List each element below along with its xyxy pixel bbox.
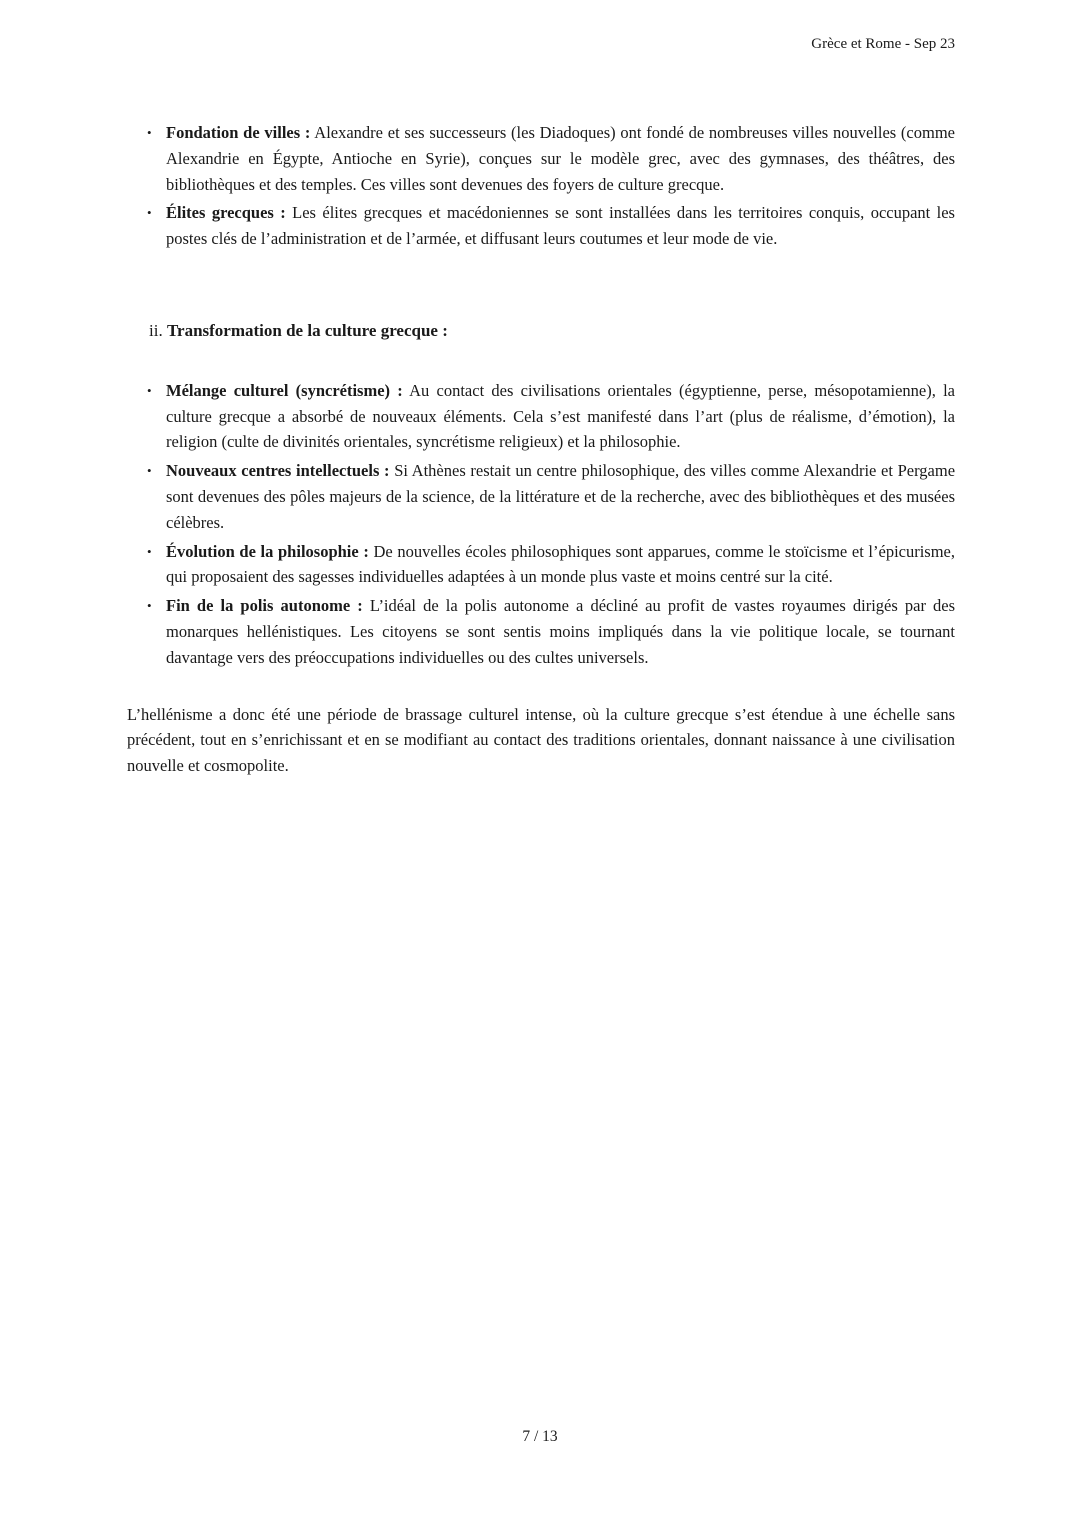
- list-item: [147, 200, 955, 252]
- page-content: [127, 120, 955, 795]
- bullet-list-culture-transformation: [127, 378, 955, 671]
- bullet-list-hellenism-spread: [127, 120, 955, 252]
- term-label: Évolution de la philosophie :: [166, 541, 369, 561]
- page-footer: [0, 1428, 1080, 1446]
- item-text: Au contact des civilisations orientales (égyptienne, perse, mésopotamienne), la culture grecque a absorbé de nouveaux éléments. Cela s’est manifesté dans l’art (plus de réalisme, d’émotion), la religion (culte de divinités orientales, syncrétisme religieux) et la philosophie.: [166, 380, 955, 452]
- item-text: Si Athènes restait un centre philosophique, des villes comme Alexandrie et Pergame sont devenues des pôles majeurs de la science, de la littérature et de la recherche, avec des bibliothèques et des musées célèbres.: [166, 461, 956, 532]
- list-item: [147, 539, 956, 591]
- list-item: [147, 378, 955, 455]
- list-item: [147, 458, 956, 535]
- item-text: De nouvelles écoles philosophiques sont apparues, comme le stoïcisme et l’épicurisme, qui proposaient des sagesses individuelles adaptées à un monde plus vaste et moins centré sur la cité.: [166, 541, 956, 587]
- term-label: Fondation de villes :: [166, 123, 311, 142]
- bullet-icon: •: [147, 125, 152, 140]
- bullet-icon: •: [147, 205, 152, 221]
- heading-numeral: ii.: [149, 320, 163, 340]
- section-heading: [127, 318, 955, 344]
- item-text: Alexandre et ses successeurs (les Diadoques) ont fondé de nombreuses villes nouvelles (comme Alexandrie en Égypte, Antioche en Syrie), conçues sur le modèle grec, avec des gymnases, des théâtres, des bibliothèques et des temples. Ces villes sont devenues des foyers de culture grecque.: [166, 123, 955, 194]
- term-label: Nouveaux centres intellectuels :: [166, 461, 390, 481]
- term-label: Fin de la polis autonome :: [166, 596, 363, 616]
- bullet-icon: •: [147, 543, 152, 559]
- page-header: [127, 36, 955, 53]
- bullet-icon: •: [147, 598, 152, 614]
- list-item: [147, 593, 956, 670]
- item-text: Les élites grecques et macédoniennes se sont installées dans les territoires conquis, occupant les postes clés de l’administration et de l’armée, et diffusant leurs coutumes et leur mode de vie.: [166, 203, 955, 249]
- page-number: 7 / 13: [522, 1428, 558, 1445]
- list-item: [147, 120, 955, 197]
- closing-paragraph: L’hellénisme a donc été une période de brassage culturel intense, où la culture grecque s’est étendue à une échelle sans précédent, tout en s’enrichissant et en se modifiant au contact des traditions orientales, donnant naissance à une civilisation nouvelle et cosmopolite.: [127, 704, 955, 776]
- bullet-icon: •: [147, 382, 152, 398]
- header-title: Grèce et Rome - Sep 23: [811, 36, 955, 52]
- bullet-icon: •: [147, 463, 152, 479]
- item-text: L’idéal de la polis autonome a décliné au profit de vastes royaumes dirigés par des monarques hellénistiques. Les citoyens se sont sentis moins impliqués dans la vie politique locale, se tournant davantage vers des préoccupations individuelles ou des cultes universels.: [166, 596, 956, 667]
- term-label: Élites grecques :: [166, 203, 286, 223]
- term-label: Mélange culturel (syncrétisme) :: [166, 380, 403, 400]
- heading-title: Transformation de la culture grecque :: [166, 320, 448, 340]
